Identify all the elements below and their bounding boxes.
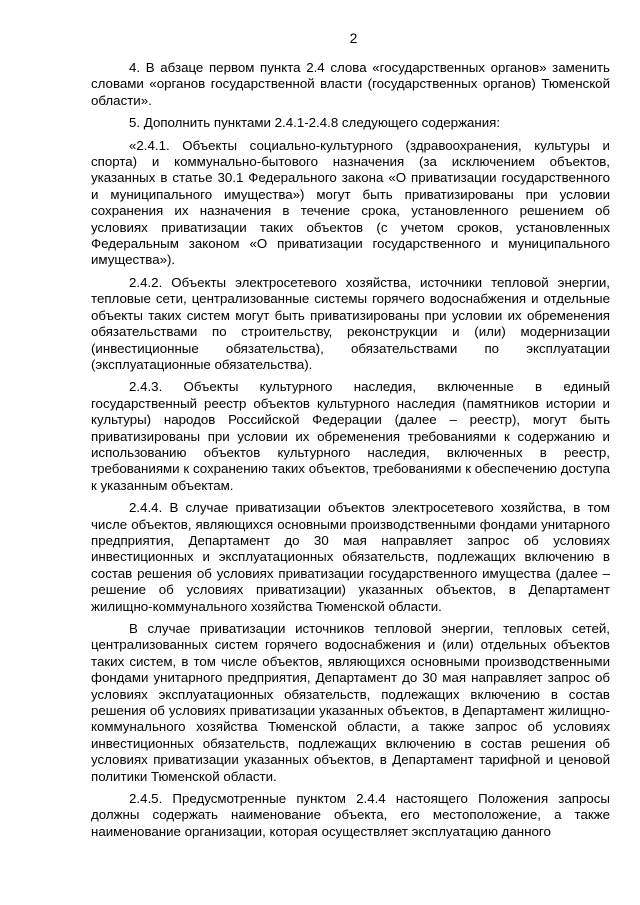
paragraph-item-4: 4. В абзаце первом пункта 2.4 слова «государственных органов» заменить словами «органов государственной власти (государственных органов) Тюменской области». (91, 60, 610, 108)
paragraph-item-5: 5. Дополнить пунктами 2.4.1-2.4.8 следующего содержания: (129, 115, 501, 131)
paragraph-heat-supply: В случае приватизации источников тепловой энергии, тепловых сетей, централизованных систем горячего водоснабжения и (или) отдельных объектов таких систем, в том числе объектов, являющихся основными производственными фондами унитарного предприятия, Департамент до 30 мая направляет запрос об условиях эксплуатационных обязательств, подлежащих включению в состав решения об условиях приватизации указанных объектов, в Департамент жилищно-коммунального хозяйства Тюменской области, а также запрос об условиях инвестиционных обязательств, подлежащих включению в состав решения об условиях приватизации указанных объектов, в Департамент тарифной и ценовой политики Тюменской области. (91, 621, 610, 784)
page-number: 2 (349, 30, 358, 46)
paragraph-2-4-1: «2.4.1. Объекты социально-культурного (здравоохранения, культуры и спорта) и коммунально-бытового назначения (за исключением объектов, указанных в статье 30.1 Федерального закона «О приватизации государственного и муниципального имущества») могут быть приватизированы при условии сохранения их назначения в течение срока, установленного решением об условиях приватизации таких объектов (с учетом сроков, установленных Федеральным законом «О приватизации государственного и муниципального имущества»). (91, 137, 610, 268)
paragraph-2-4-3: 2.4.3. Объекты культурного наследия, включенные в единый государственный реестр объектов культурного наследия (памятников истории и культуры) народов Российской Федерации (далее – реестр), могут быть приватизированы при условии их обременения требованиями к содержанию и использованию объектов культурного наследия, включенных в реестр, требованиями к сохранению таких объектов, требованиями к обеспечению доступа к указанным объектам. (91, 379, 610, 493)
paragraph-2-4-4: 2.4.4. В случае приватизации объектов электросетевого хозяйства, в том числе объектов, являющихся основными производственными фондами унитарного предприятия, Департамент до 30 мая направляет запрос об условиях инвестиционных и эксплуатационных обязательств, подлежащих включению в состав решения об условиях приватизации государственного имущества (далее – решение об условиях приватизации) указанных объектов, в Департамент жилищно-коммунального хозяйства Тюменской области. (91, 500, 610, 614)
paragraph-2-4-2: 2.4.2. Объекты электросетевого хозяйства, источники тепловой энергии, тепловые сети, централизованные системы горячего водоснабжения и отдельные объекты таких систем могут быть приватизированы при условии их обременения обязательствами по строительству, реконструкции и (или) модернизации (инвестиционные обязательства), обязательствами по эксплуатации (эксплуатационные обязательства). (91, 274, 610, 372)
paragraph-2-4-5: 2.4.5. Предусмотренные пунктом 2.4.4 настоящего Положения запросы должны содержать наименование объекта, его местоположение, а также наименование организации, которая осуществляет эксплуатацию данного (91, 791, 610, 839)
document-page (91, 30, 610, 840)
